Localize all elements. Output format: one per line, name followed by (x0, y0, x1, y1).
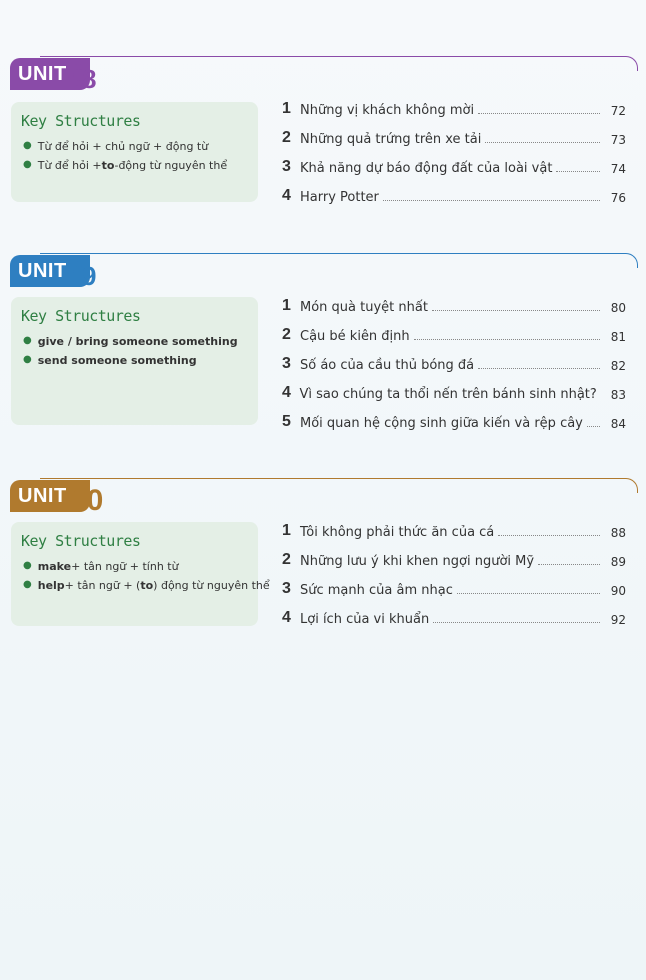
unit-9-key-structures-title: Key Structures (21, 307, 141, 325)
unit-10-key-structures-box (11, 522, 270, 626)
lesson-row[interactable]: 1 Món quà tuyệt nhất 80 (282, 297, 626, 315)
unit-8-label: UNIT (18, 62, 67, 85)
lesson-row[interactable]: 2 Cậu bé kiên định 81 (282, 326, 626, 344)
lesson-row[interactable]: 1 Những vị khách không mời 72 (282, 100, 626, 118)
unit-8-key-structures-title: Key Structures (21, 112, 141, 130)
unit-10-divider (40, 478, 638, 493)
bullet-icon: ● (23, 159, 32, 170)
lesson-row[interactable]: 2 Những quả trứng trên xe tải 73 (282, 129, 626, 147)
lesson-row[interactable]: 1 Tôi không phải thức ăn của cá 88 (282, 522, 626, 540)
unit-10-key-structures-title: Key Structures (21, 532, 141, 550)
unit-9-key-structures-box (11, 297, 258, 425)
lesson-row[interactable]: 4 Lợi ích của vi khuẩn 92 (282, 609, 626, 627)
unit-8-structure-1: ● Từ để hỏi + chủ ngữ + động từ (23, 140, 209, 153)
unit-10-structure-2: ● help + tân ngữ + ( to ) động từ nguyên thể (23, 579, 270, 592)
lesson-row[interactable]: 4 Vì sao chúng ta thổi nến trên bánh sinh nhật? 83 (282, 384, 626, 402)
bullet-icon: ● (23, 354, 32, 365)
unit-9-label: UNIT (18, 259, 67, 282)
unit-8-number: 8 (82, 64, 97, 94)
unit-8-key-structures-box (11, 102, 258, 202)
lesson-row[interactable]: 3 Khả năng dự báo động đất của loài vật 74 (282, 158, 626, 176)
lesson-row[interactable]: 5 Mối quan hệ cộng sinh giữa kiến và rệp cây 84 (282, 413, 626, 431)
bullet-icon: ● (23, 140, 32, 151)
bullet-icon: ● (23, 579, 32, 590)
lesson-row[interactable]: 3 Sức mạnh của âm nhạc 90 (282, 580, 626, 598)
unit-10-number: 10 (70, 484, 104, 517)
lesson-row[interactable]: 4 Harry Potter 76 (282, 187, 626, 205)
unit-10-label: UNIT (18, 484, 67, 507)
bullet-icon: ● (23, 560, 32, 571)
lesson-row[interactable]: 2 Những lưu ý khi khen ngợi người Mỹ 89 (282, 551, 626, 569)
unit-9-number: 9 (82, 261, 97, 291)
unit-9-divider (40, 253, 638, 268)
unit-9-structure-1: ● give / bring someone something (23, 335, 238, 348)
unit-8-structure-2: ● Từ để hỏi + to -động từ nguyên thể (23, 159, 228, 172)
unit-9-structure-2: ● send someone something (23, 354, 197, 367)
unit-10-structure-1: ● make + tân ngữ + tính từ (23, 560, 179, 573)
lesson-row[interactable]: 3 Số áo của cầu thủ bóng đá 82 (282, 355, 626, 373)
unit-8-divider (40, 56, 638, 71)
bullet-icon: ● (23, 335, 32, 346)
